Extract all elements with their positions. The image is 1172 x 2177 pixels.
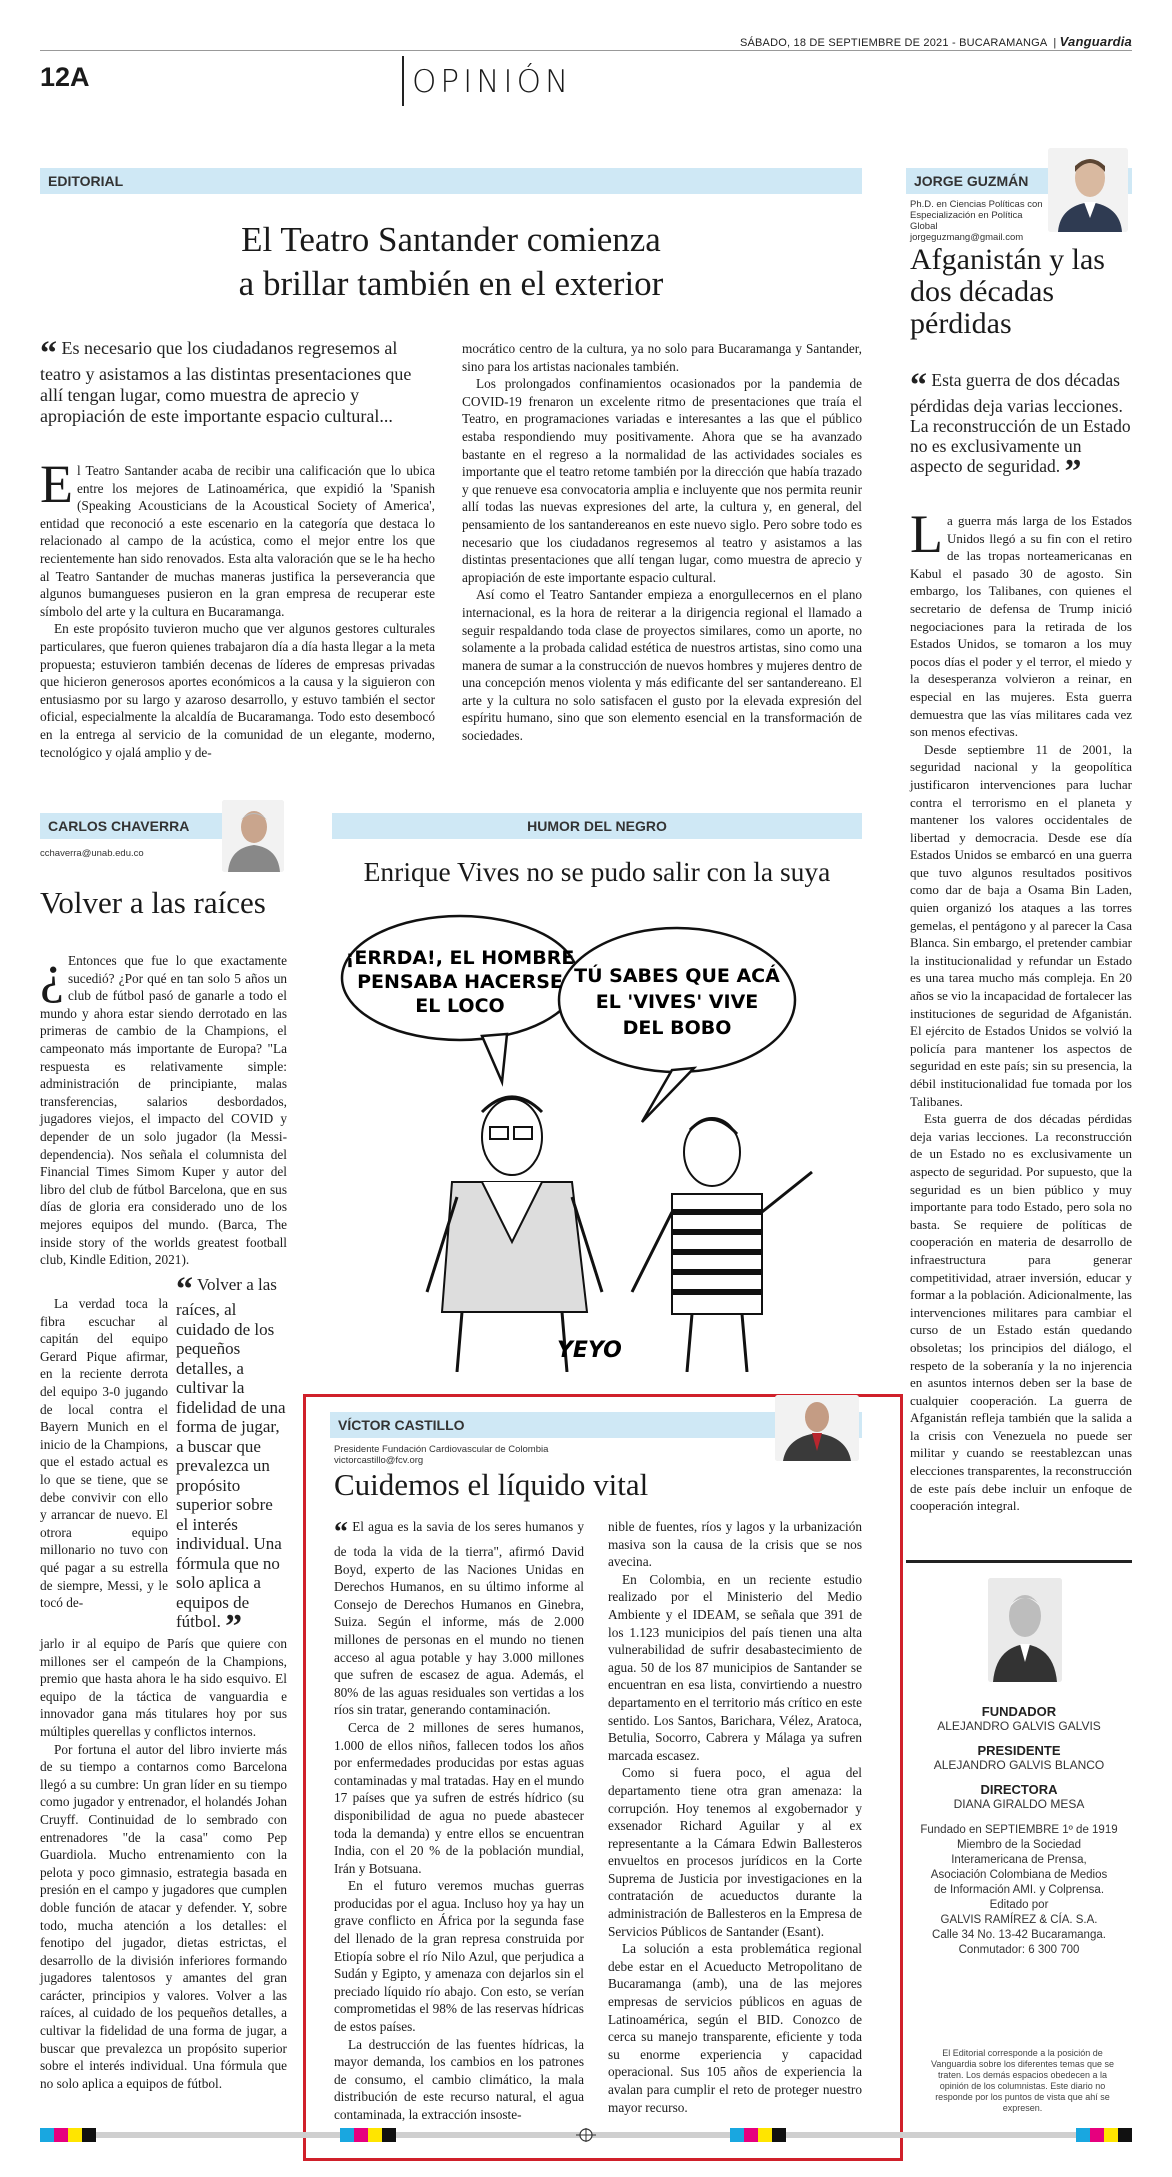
- editorial-col2: [462, 340, 862, 745]
- guzman-quote-text: Esta guerra de dos décadas pérdidas deja varias lecciones. La reconstrucción de un Estado no es exclusivamente un aspecto de seguridad.: [910, 370, 1131, 476]
- bubble2-line1: TÚ SABES QUE ACÁ: [574, 965, 780, 987]
- bubble2-line2: EL 'VIVES' VIVE: [595, 991, 759, 1013]
- member-line4: de Información AMI. y Colprensa.: [933, 1884, 1105, 1896]
- editorial-pullquote: [40, 335, 430, 427]
- fundador-name: ALEJANDRO GALVIS GALVIS: [937, 1719, 1101, 1733]
- member-line1: Miembro de la Sociedad: [956, 1839, 1081, 1851]
- publisher-name: GALVIS RAMÍREZ & CÍA. S.A.: [940, 1914, 1098, 1926]
- guzman-p1: a guerra más larga de los Estados Unidos llegó a su fin con el retiro de las tropas norteamericanas en Kabul el pasado 30 de agosto. Sin embargo, los Talibanes, con quienes el secretario de defensa de Trump inició negociaciones para la retirada de los Estados Unidos, se tomaron a los muy pocos días el poder y el terror, el miedo y la desesperanza volvieron a reinar, en especial en las mujeres. Esta guerra demuestra que las vías militares cada vez son menos efectivas.: [910, 513, 1132, 740]
- cartoon: [332, 912, 862, 1372]
- open-quote-icon: “: [334, 1517, 348, 1548]
- chaverra-p2a: La verdad toca la fibra escuchar al capitán del equipo Gerard Pique afirmar, en la reciente derrota del equipo 3-0 jugando de local contra el Bayern Munich en el inicio de la Champions, que el estado actual es lo que se tiene, que se debe convivir con ello y arrancar de nuevo. El otrora equipo millonario no tuvo con qué pagar a su estrella de siempre, Messi, y le tocó de-: [40, 1296, 168, 1611]
- editorial-p3: mocrático centro de la cultura, ya no solo para Bucaramanga y Santander, sino para los artistas nacionales también.: [462, 341, 862, 374]
- chaverra-quote-text: Volver a las raíces, al cuidado de los pequeños detalles, a cultivar la fidelidad de una forma de jugar, a buscar que prevalezca un propósito superior sobre el interés individual. Una fórmula que no solo aplica a equipos de fútbol.: [176, 1275, 286, 1631]
- cartoon-drawing: [332, 912, 862, 1372]
- guzman-tag: JORGE GUZMÁN: [906, 168, 1132, 194]
- editorial-title-line2: a brillar también en el exterior: [238, 264, 664, 303]
- masthead-info: [906, 1823, 1132, 1958]
- castillo-p1: Según el informe, más de 2.000 millones de personas en el mundo no tienen acceso al agua potable y hay 3.000 millones que sufren de escasez de agua. Además, el 80% de las aguas residuales son vertidas a los ríos sin tratar, generando contaminación.: [334, 1614, 585, 1718]
- castillo-p7: Como si fuera poco, el agua del departamento tiene otra gran amenaza: la corrupción. Hoy tenemos al exgobernador y exsenador Richard Aguilar y al ex representante a la Cámara Edwin Ballesteros envueltos en procesos jurídicos en la Corte Suprema de Justicia por investigaciones en la contratación de acueductos durante la administración de Ballesteros en la Empresa de Servicios Públicos de Santander (Esant).: [608, 1765, 862, 1939]
- chaverra-p2-block: [40, 1295, 168, 1612]
- editorial-col1: [40, 454, 435, 761]
- castillo-bio: [334, 1444, 674, 1466]
- close-quote-icon: ”: [1064, 453, 1082, 490]
- presidente-name: ALEJANDRO GALVIS BLANCO: [933, 1758, 1105, 1772]
- chaverra-p1-block: [40, 944, 287, 1269]
- castillo-tag: VÍCTOR CASTILLO: [330, 1412, 862, 1438]
- guzman-pullquote: [910, 367, 1132, 490]
- castillo-col2: [608, 1518, 862, 2116]
- founded-line: Fundado en SEPTIEMBRE 1º de 1919: [920, 1824, 1118, 1836]
- editorial-quote-text: Es necesario que los ciudadanos regresemos al teatro y asistamos a las distintas presentaciones que allí tengan lugar, como muestra de aprecio y apropiación de este importante espacio cultural...: [40, 338, 412, 426]
- guzman-dropcap: L: [910, 504, 943, 564]
- castillo-title: Cuidemos el líquido vital: [334, 1467, 649, 1502]
- guzman-avatar: [1048, 148, 1128, 232]
- guzman-title: Afganistán y las dos décadas pérdidas: [910, 243, 1105, 340]
- member-line2: Interamericana de Prensa,: [951, 1854, 1087, 1866]
- chaverra-email: cchaverra@unab.edu.co: [40, 848, 144, 859]
- castillo-bio-text: Presidente Fundación Cardiovascular de Colombia: [334, 1444, 549, 1455]
- castillo-quote: El agua es la savia de los seres humanos y de toda la vida de la tierra", afirmó David Boyd, experto de las Naciones Unidas en Derechos Humanos, en su último informe al Consejo de Derechos Humanos en Ginebra, Suiza.: [334, 1519, 585, 1630]
- castillo-p3: En el futuro veremos muchas guerras producidas por el agua. Incluso hoy ya hay un grave conflicto en África por la segunda fase del llenado de la gran represa construida por Etiopía sobre el río Nilo Azul, que perjudica a Sudán y Egipto, y amenaza con dejarlos sin el preciado líquido río abajo. Con esto, se verían comprometidas el 98% de las reservas hídricas de estos países.: [334, 1878, 584, 2035]
- publisher-address: Calle 34 No. 13-42 Bucaramanga.: [932, 1929, 1106, 1941]
- chaverra-p2b: jarlo ir al equipo de París que quiere con millones ser el campeón de la Champions, premio que hasta ahora le ha sido esquivo. El equipo de la táctica de vanguardia e innovador gana más titulares hoy por sus múltiples querellas y conflictos internos.: [40, 1636, 287, 1739]
- guzman-p3: Esta guerra de dos décadas pérdidas deja varias lecciones. La reconstrucción de un Estado no es exclusivamente un aspecto de seguridad. Por supuesto, que la seguridad es un bien público y muy importante para todo Estado, pero sola no basta. Se requiere de políticas de cooperación en materia de desarrollo de infraestructura para generar competitividad, atraer inversión, educar y formar a la población. Adicionalmente, las intervenciones militares para cambiar el curso de un Estado están quedando obsoletas; los principios del diálogo, el respeto de la soberanía y la no injerencia en asuntos internos deben ser la base de cualquier cooperación. La guerra de Afganistán refleja también que la salida a la crisis con Venezuela no puede ser militar y cuando se reestablezcan unas elecciones transparentes, la reconstrucción de este país debe incluir un enfoque de cooperación integral.: [910, 1111, 1132, 1514]
- editorial-tag: EDITORIAL: [40, 168, 862, 194]
- castillo-p8: La solución a esta problemática regional debe estar en el Acueducto Metropolitano de Bucaramanga (amb), una de las mejores empresas de servicios públicos en aguas de Latinoamérica, según el BID. Conozco de cerca su manejo transparente, eficiente y toda su enorme experiencia y capacidad operacional. Sus 105 años de experiencia la avalan para cumplir el reto de proteger nuestro mayor recurso.: [608, 1941, 862, 2115]
- castillo-p5: nible de fuentes, ríos y lagos y la urbanización masiva son la causa de la crisis que se nos avecina.: [608, 1519, 862, 1570]
- bubble2-line3: DEL BOBO: [622, 1017, 732, 1039]
- chaverra-avatar: [222, 800, 284, 872]
- editorial-title-line1: El Teatro Santander comienza: [241, 220, 661, 259]
- section-title: OPINIÓN: [412, 64, 573, 100]
- date-line: SÁBADO, 18 DE SEPTIEMBRE DE 2021 - BUCARAMANGA: [739, 37, 1047, 49]
- masthead-divider: [906, 1560, 1132, 1563]
- editorial-title: [40, 218, 862, 306]
- presidente-label: PRESIDENTE: [977, 1743, 1061, 1758]
- fundador-label: FUNDADOR: [981, 1704, 1057, 1719]
- chaverra-pullquote: [176, 1271, 288, 1645]
- member-line3: Asociación Colombiana de Medios: [930, 1869, 1108, 1881]
- chaverra-dropcap: ¿: [40, 944, 64, 1004]
- masthead: [906, 1704, 1132, 1958]
- header-dateline: SÁBADO, 18 DE SEPTIEMBRE DE 2021 - BUCARAMANGA | Vanguardia: [739, 34, 1132, 49]
- directora-label: DIRECTORA: [980, 1782, 1058, 1797]
- editorial-p5: Así como el Teatro Santander empieza a enorgullecernos en el plano internacional, es la hora de reiterar a la dirigencia regional el llamado a seguir respaldando toda clase de proyectos similares, como un aporte, no solamente a la probada calidad estética de nuestros artistas, sino como una manera de sumar a la construcción de nuevos hombres y mujeres dentro de una concepción menos violenta y más edificante del ser santandereano. El arte y la cultura no solo satisfacen el gusto por la elevada expresión del espíritu humano, sino que son elemento esencial en la transformación de sociedades.: [462, 587, 862, 744]
- castillo-p6: En Colombia, en un reciente estudio realizado por el Ministerio del Medio Ambiente y el IDEAM, se señala que 391 de los 1.123 municipios del país tienen una alta vulnerabilidad de sufrir desabastecimiento de agua. 50 de los 87 municipios de Santander se encuentran en esa lista, convirtiendo a nuestro departamento en el territorio más crítico en este sentido. Los Santos, Barichara, Vélez, Aratoca, Betulia, Socorro, Cabrera y Málaga ya sufren marcada escasez.: [608, 1571, 862, 1763]
- edited-label: Editado por: [989, 1899, 1049, 1911]
- directora-name: DIANA GIRALDO MESA: [953, 1797, 1085, 1811]
- open-quote-icon: “: [910, 367, 927, 404]
- chaverra-p3: Por fortuna el autor del libro invierte más de su tiempo a contarnos como Barcelona llegó a su cumbre: Un gran líder en su tiempo como jugador y entrenador, el holandés Johan Cruyff. Continuidad de lo sembrado con entrenadores "de la casa" como Pep Guardiola. Mucho entrenamiento con la pelota y poco gimnasio, estrategia basada en presión en el campo y jugadores que cumplen doble función de atacar y defender. Y, sobre todo, mucha atención a los detalles: el fenotipo del jugador, dietas estrictas, el desarrollo de la división inferiores formando jugadores talentosos y amantes del gran carácter, principios y valores. Volver a las raíces, al cuidado de los pequeños detalles, a cultivar la fidelidad de una forma de jugar, a buscar que prevalezca un propósito superior sobre el interés individual. Una fórmula que no solo aplica a equipos de fútbol.: [40, 1741, 287, 2091]
- editorial-p1: l Teatro Santander acaba de recibir una calificación que lo ubica entre los mejores de Latinoamérica, que expidió la 'Spanish (Speaking Acousticians de la Acoustical Society of America', entidad que reconoció a este escenario en la categoría que destaca lo relacionado al campo de la acústica, como el mejor entre los que recientemente han sido renovados. Esta alta valoración que se le ha hecho al Teatro Santander de muchas maneras justifica la perseverancia que algunos bumangueses pusieron en la gran empresa de recuperar este símbolo del arte y la cultura en Bucaramanga.: [40, 463, 435, 619]
- castillo-p4: La destrucción de las fuentes hídricas, la mayor demanda, los cambios en los patrones de consumo, el cambio climático, la mala distribución de este recurso natural, el agua contaminada, la extracción insoste-: [334, 2036, 584, 2122]
- bubble1-line3: EL LOCO: [415, 995, 505, 1017]
- brand-logo: Vanguardia: [1059, 34, 1132, 49]
- guzman-bio: [910, 199, 1050, 243]
- cartoon-signature: YEYO: [557, 1338, 622, 1363]
- publisher-phone: Conmutador: 6 300 700: [958, 1944, 1080, 1956]
- section-divider: [402, 56, 404, 106]
- castillo-p2: Cerca de 2 millones de seres humanos, 1.000 de ellos niños, fallecen todos los años por enfermedades producidas por estas aguas contaminadas y mal tratadas. Hay en el mundo 17 países que ya sufren de estrés hídrico (su disponibilidad de agua no puede abastecer toda la demanda) y entre ellos se encuentran India, con el 20 % de la población mundial, Irán y Botsuana.: [334, 1719, 584, 1876]
- castillo-email: victorcastillo@fcv.org: [334, 1455, 424, 1466]
- guzman-bio-text: Ph.D. en Ciencias Políticas con Especialización en Política Global: [910, 199, 1043, 232]
- page-number: 12A: [40, 62, 90, 92]
- chaverra-tag: CARLOS CHAVERRA: [40, 813, 282, 839]
- bubble1-line2: PENSABA HACERSE: [357, 971, 563, 993]
- guzman-email: jorgeguzmang@gmail.com: [910, 232, 1024, 243]
- chaverra-p3-block: [40, 1635, 287, 2092]
- open-quote-icon: “: [40, 335, 57, 372]
- close-quote-icon: ”: [225, 1608, 243, 1645]
- header-rule: [40, 50, 1132, 51]
- editorial-disclaimer: El Editorial corresponde a la posición de Vanguardia sobre los diferentes temas que se traten. Los demás espacios obedecen a la opinión de los columnistas. Este diario no responde por los puntos de vista que ahí se expresen.: [931, 2048, 1114, 2113]
- editorial-p2: En este propósito tuvieron mucho que ver algunos gestores culturales particulares, que fueron quienes trabajaron día a día hasta llegar a la meta propuesta; estuvieron también decenas de líderes de empresas privadas que hicieron generosos aportes económicos a la causa y la siguieron con entusiasmo por su largo y azaroso desarrollo, y estuvo también el sector oficial, especialmente la alcaldía de Bucaramanga. Todo esto desembocó en la entrega al servicio de la comunidad de un elegante, moderno, tecnológico y ojalá amplio y de-: [40, 621, 435, 760]
- castillo-col1: [334, 1518, 584, 2124]
- castillo-avatar: [775, 1395, 859, 1461]
- guzman-body: [910, 504, 1132, 1515]
- open-quote-icon: “: [176, 1271, 193, 1308]
- guzman-p2: Desde septiembre 11 de 2001, la seguridad nacional y la geopolítica justificaron intervenciones para luchar contra el terrorismo en el planeta y mantener los valores occidentales de libertad y democracia. Desde ese día Estados Unidos se embarcó en una guerra que tuvo algunos resultados positivos como dar de baja a Osama Bin Laden, quien organizó los ataques a las torres gemelas, el pentágono y al parecer la Casa Blanca. Sin embargo, el pretender cambiar la institucionalidad y refundar un Estado es una tarea mucho más compleja. En 20 años se vio la incapacidad de fortalecer las instituciones de seguridad de Afganistán. El ejército de Estados Unidos se volvió la policía para mantener los aspectos de seguridad en este país; sin su presencia, la débil institucionalidad fue tomada por los Talibanes.: [910, 741, 1132, 1109]
- founder-portrait: [988, 1578, 1062, 1682]
- chaverra-title: Volver a las raíces: [40, 885, 266, 920]
- bubble1-line1: ¡ERRDA!, EL HOMBRE: [345, 947, 575, 969]
- editorial-p4: Los prolongados confinamientos ocasionados por la pandemia de COVID-19 frenaron un excelente ritmo de presentaciones que traía el Teatro, en programaciones variadas e interesantes a las que el público estaba respondiendo muy positivamente. Ahora que se ha avanzado bastante en el regreso a la normalidad de las actividades sociales es importante que el teatro retome también por la dirección que había trazado y que renueve esa convocatoria amplia e incluyente que nos permita reunir allí todas las nuevas expresiones del arte, la cultura y, en general, del pensamiento de los santandereanos en este nuevo siglo. Pero sobre todo es necesario que los ciudadanos regresemos al teatro y asistamos a las distintas presentaciones que allí tengan lugar, como muestra de aprecio y apropiación de este importante espacio cultural.: [462, 376, 862, 585]
- humor-tag: HUMOR DEL NEGRO: [332, 813, 862, 839]
- humor-title: Enrique Vives no se pudo salir con la suya: [363, 856, 831, 887]
- editorial-dropcap: E: [40, 454, 73, 514]
- chaverra-p1: Entonces que fue lo que exactamente sucedió? ¿Por qué en tan solo 5 años un club de fútbol pasó de ganarle a todo el mundo y ahora estar siendo derrotado en las primeras de cambio de la Champions, el campeonato más importante de Europa? "La respuesta es relativamente simple: administración de principiante, malas transferencias, salarios desbordados, jugadores viejos, el impacto del COVID y depender de un solo jugador (la Messi-dependencia). Nos señala el columnista del Financial Times Simom Kuper y autor del libro del club de fútbol Barcelona, que en sus días de gloria era considerado uno de los mejores equipos del mundo. (Barca, The inside story of the worlds greatest football club, Kindle Edition, 2021).: [40, 953, 287, 1268]
- print-color-bars: [40, 2127, 1132, 2141]
